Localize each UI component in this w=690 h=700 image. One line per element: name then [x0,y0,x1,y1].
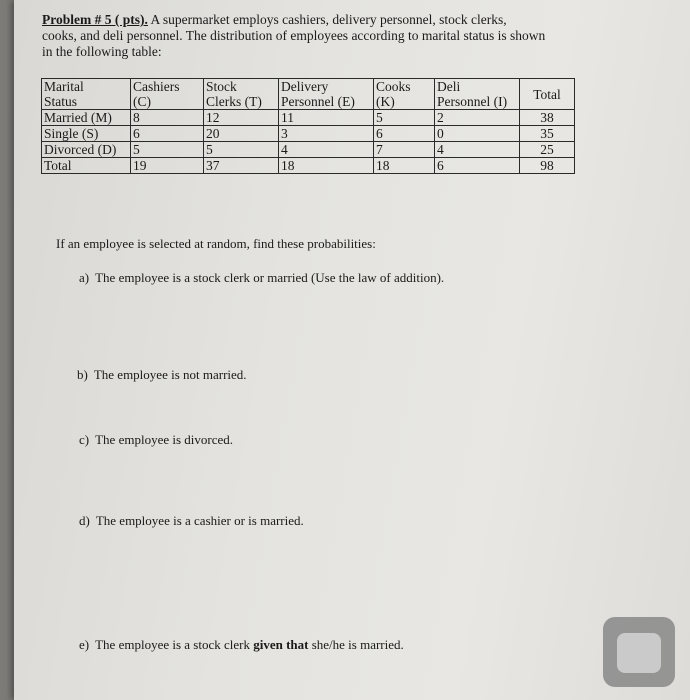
header-delivery: Delivery Personnel (E) [279,79,374,110]
intro-line-1 [42,12,622,28]
table-cell: 4 [279,142,374,158]
table-row [42,158,575,174]
question-a [79,270,444,286]
table-row [42,142,575,158]
header-cooks: Cooks (K) [374,79,435,110]
table-header-row [42,79,575,110]
table-cell: 12 [204,110,279,126]
problem-intro [42,12,622,60]
distribution-table [41,78,575,174]
row-label: Total [42,158,131,174]
question-d-text: The employee is a cashier or is married. [95,513,304,528]
table-cell: 8 [131,110,204,126]
question-d [79,513,304,529]
question-e-given-that: given that [253,637,309,652]
table-cell: 0 [435,126,520,142]
table-cell: 6 [374,126,435,142]
table-cell: 18 [374,158,435,174]
header-cashiers: Cashiers (C) [131,79,204,110]
table-cell: 37 [204,158,279,174]
table-cell: 5 [374,110,435,126]
table-cell: 35 [520,126,575,142]
question-e-text-post: she/he is married. [308,637,404,652]
problem-heading: Problem # 5 ( pts). [42,12,148,27]
header-marital-status: Marital Status [42,79,131,110]
table-cell: 4 [435,142,520,158]
table-cell: 5 [204,142,279,158]
assistive-touch-button[interactable] [603,617,675,687]
table-row [42,126,575,142]
table-cell: 19 [131,158,204,174]
table-cell: 3 [279,126,374,142]
question-a-text: The employee is a stock clerk or married (Use the law of addition). [95,270,445,285]
intro-line-2: cooks, and deli personnel. The distribution of employees according to marital status is shown [42,28,546,43]
question-a-label: a) [79,270,90,285]
question-c-text: The employee is divorced. [95,432,234,447]
question-e [79,637,404,653]
table-cell: 20 [204,126,279,142]
table-cell: 18 [279,158,374,174]
row-label: Single (S) [42,126,131,142]
table-cell: 5 [131,142,204,158]
intro-line-3: in the following table: [42,44,162,59]
header-deli: Deli Personnel (I) [435,79,520,110]
table-cell: 38 [520,110,575,126]
row-label: Divorced (D) [42,142,131,158]
table-cell: 98 [520,158,575,174]
table-cell: 2 [435,110,520,126]
question-e-text-pre: The employee is a stock clerk [95,637,254,652]
question-b-text: The employee is not married. [93,367,247,382]
question-d-label: d) [79,513,90,528]
table-cell: 11 [279,110,374,126]
question-c-label: c) [79,432,90,447]
table-cell: 6 [435,158,520,174]
table-row [42,110,575,126]
assistive-touch-icon [617,633,661,673]
question-b [77,367,247,383]
question-b-label: b) [77,367,88,382]
question-c [79,432,233,448]
intro-text-1: A supermarket employs cashiers, delivery personnel, stock clerks, [147,12,507,27]
question-e-label: e) [79,637,90,652]
table-cell: 25 [520,142,575,158]
table-cell: 6 [131,126,204,142]
header-total: Total [520,79,575,110]
header-stock-clerks: Stock Clerks (T) [204,79,279,110]
questions-prompt: If an employee is selected at random, find these probabilities: [56,236,376,251]
table-cell: 7 [374,142,435,158]
row-label: Married (M) [42,110,131,126]
